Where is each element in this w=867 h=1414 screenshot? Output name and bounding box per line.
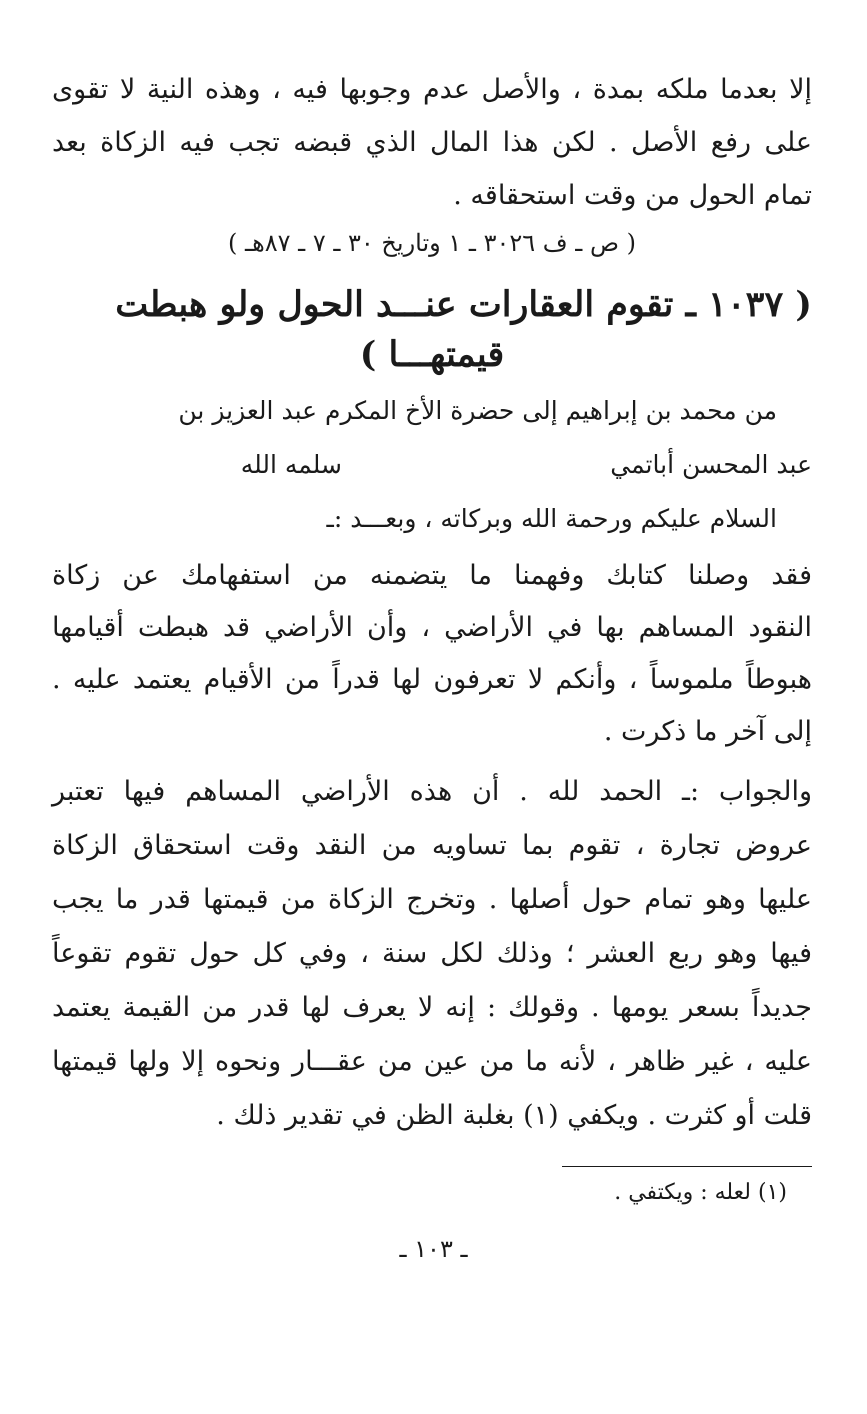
text-line: تمام الحول من وقت استحقاقه .	[453, 180, 812, 211]
text-line: عليها وهو تمام حول أصلها . وتخرج الزكاة من قيمتها قدر ما يجب	[52, 884, 812, 915]
fatwa-reference: ( ص ـ ف ٣٠٢٦ ـ ١ وتاريخ ٣٠ ـ ٧ ـ ٨٧هـ )	[228, 229, 636, 257]
section-heading: ( ١٠٣٧ ـ تقوم العقارات عنـــد الحول ولو هبطت	[115, 284, 812, 325]
text-line: والجواب :ـ الحمد لله . أن هذه الأراضي المساهم فيها تعتبر	[52, 776, 812, 807]
text-line: عروض تجارة ، تقوم بما تساويه من النقد وقت استحقاق الزكاة	[52, 830, 812, 861]
text-line: جديداً بسعر يومها . وقولك : إنه لا يعرف لها قدر من القيمة يعتمد	[52, 992, 812, 1023]
greeting-line: السلام عليكم ورحمة الله وبركاته ، وبعـــد :ـ	[326, 504, 777, 533]
page-number: ـ ١٠٣ ـ	[399, 1235, 468, 1263]
section-heading-continued: قيمتهـــا )	[359, 334, 505, 375]
letter-sender-line: من محمد بن إبراهيم إلى حضرة الأخ المكرم عبد العزيز بن	[178, 396, 777, 425]
text-line: عليه ، غير ظاهر ، لأنه ما من عين من عقـــار ونحوه إلا ولها قيمتها	[52, 1046, 812, 1077]
text-line: النقود المساهم بها في الأراضي ، وأن الأراضي قد هبطت أقيامها	[52, 612, 812, 643]
text-line: إلى آخر ما ذكرت .	[603, 716, 812, 747]
text-line: هبوطاً ملموساً ، وأنكم لا تعرفون لها قدراً من الأقيام يعتمد عليه .	[52, 664, 812, 695]
text-line: على رفع الأصل . لكن هذا المال الذي قبضه تجب فيه الزكاة بعد	[52, 127, 812, 158]
text-line: قلت أو كثرت . ويكفي (١) بغلبة الظن في تقدير ذلك .	[216, 1100, 812, 1131]
text-line: فيها وهو ربع العشر ؛ وذلك لكل سنة ، وفي كل حول تقوم تقوعاً	[52, 938, 812, 969]
recipient-salutation: سلمه الله	[240, 450, 342, 479]
footnote: (١) لعله : ويكتفي .	[614, 1180, 787, 1205]
recipient-name: عبد المحسن أباتمي	[610, 450, 812, 479]
text-line: فقد وصلنا كتابك وفهمنا ما يتضمنه من استفهامك عن زكاة	[52, 560, 812, 591]
text-line: إلا بعدما ملكه بمدة ، والأصل عدم وجوبها فيه ، وهذه النية لا تقوى	[52, 74, 813, 105]
footnote-rule	[562, 1166, 812, 1167]
